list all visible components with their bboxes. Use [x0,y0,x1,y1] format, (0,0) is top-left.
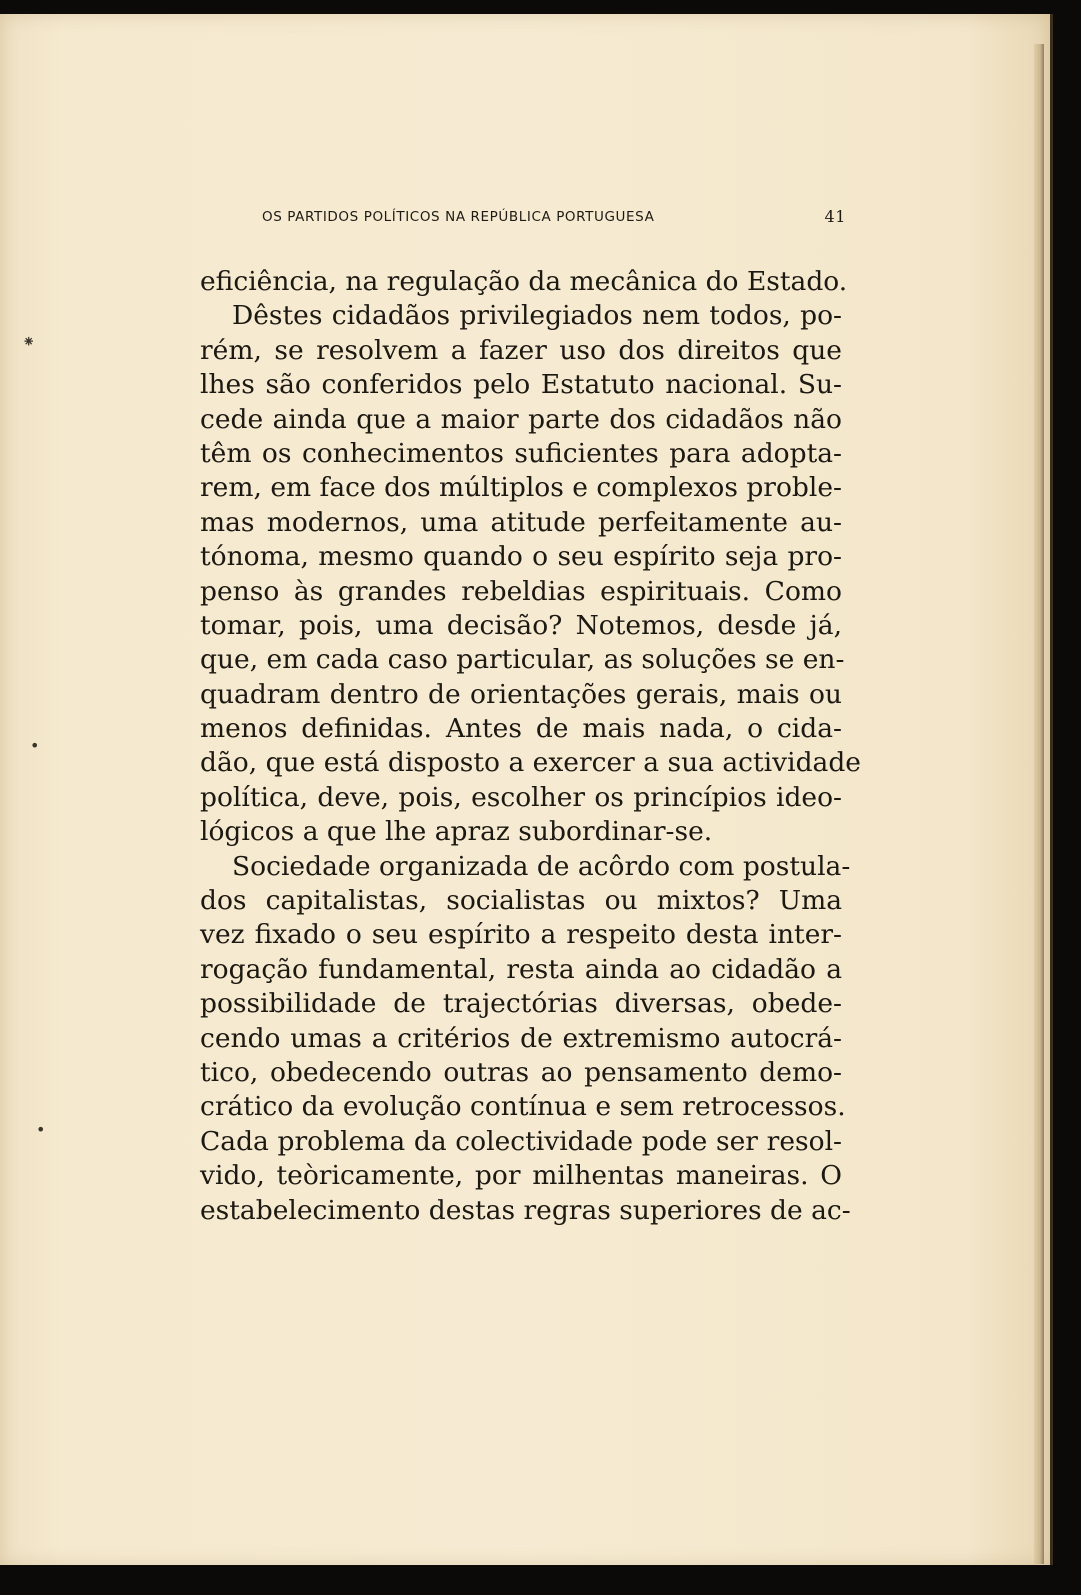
margin-blot-mark: • [36,1120,46,1139]
text-line: crático da evolução contínua e sem retrocessos. [200,1091,846,1123]
text-line: política, deve, pois, escolher os princípios ideo- [200,781,842,813]
text-line: vido, teòricamente, por milhentas maneiras. O [200,1160,842,1192]
text-line: tónoma, mesmo quando o seu espírito seja pro- [200,541,842,573]
text-line: possibilidade de trajectórias diversas, obede- [200,988,842,1020]
running-head [262,207,852,231]
text-line: rogação fundamental, resta ainda ao cidadão a [200,953,842,985]
text-line: cendo umas a critérios de extremismo autocrá- [200,1022,842,1054]
text-line: dão, que está disposto a exercer a sua actividade [200,747,861,779]
text-line: menos definidas. Antes de mais nada, o cida- [200,713,842,745]
page-number: 41 [824,207,846,226]
text-line: tomar, pois, uma decisão? Notemos, desde já, [200,609,842,641]
text-line: tico, obedecendo outras ao pensamento demo- [200,1056,842,1088]
text-line: vez fixado o seu espírito a respeito desta inter- [200,919,842,951]
text-line: cede ainda que a maior parte dos cidadãos não [200,403,842,435]
scan-bottom-border [0,1565,1081,1595]
text-line: estabelecimento destas regras superiores de ac- [200,1194,851,1226]
text-line: têm os conhecimentos suficientes para adopta- [200,437,842,469]
text-line: rem, em face dos múltiplos e complexos proble- [200,472,843,504]
body-text [200,265,861,1228]
text-line: penso às grandes rebeldias espirituais. Como [200,575,842,607]
text-line: que, em cada caso particular, as soluções se en- [200,644,845,676]
text-line: Dêstes cidadãos privilegiados nem todos, po- [232,300,842,332]
text-line: Sociedade organizada de acôrdo com postula- [232,850,851,882]
text-line: lhes são conferidos pelo Estatuto nacional. Su- [200,369,842,401]
running-head-title: OS PARTIDOS POLÍTICOS NA REPÚBLICA PORTUGUESA [262,209,655,225]
text-line: quadram dentro de orientações gerais, mais ou [200,678,842,710]
text-line: dos capitalistas, socialistas ou mixtos? Uma [200,885,842,917]
text-line: rém, se resolvem a fazer uso dos direitos que [200,334,842,366]
text-line: Cada problema da colectividade pode ser resol- [200,1125,842,1157]
margin-blot-mark: ⁕ [22,332,36,351]
page-edge-shadow [1034,44,1044,1564]
text-line: lógicos a que lhe apraz subordinar-se. [200,816,713,848]
text-line: eficiência, na regulação da mecânica do Estado. [200,266,848,297]
margin-blot-mark: • [30,736,40,755]
text-line: mas modernos, uma atitude perfeitamente au- [200,506,842,538]
